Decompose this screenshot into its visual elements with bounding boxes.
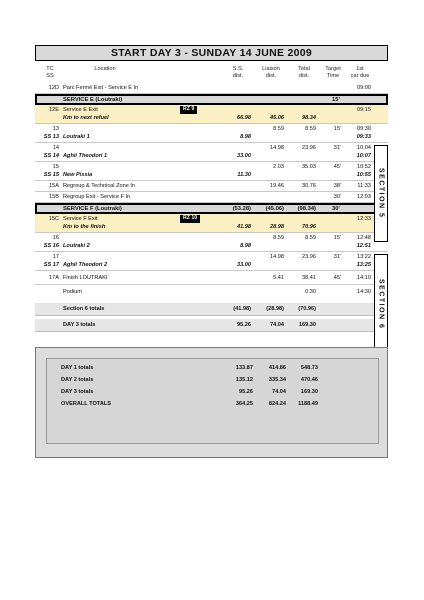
ss-distance: 33.00 — [237, 153, 251, 159]
col-ss: SS — [46, 72, 54, 79]
total-distance: 38.41 — [302, 275, 316, 281]
liaison-distance: 14.98 — [270, 254, 284, 260]
due-time: 14:10 — [357, 275, 371, 281]
location-name: Loutraki 2 — [63, 243, 90, 249]
col-liaison-line1: Liaison — [262, 66, 280, 72]
overall-totals-box — [35, 347, 388, 458]
col-target-line1: Target — [325, 66, 341, 72]
location-name: Podium — [63, 289, 82, 295]
target-time: 45' — [333, 275, 341, 281]
ss-distance: (53.28) — [232, 206, 251, 212]
due-time: 09:30 — [357, 126, 371, 132]
due-time: 10:04 — [357, 145, 371, 151]
col-liaison-line2: dist. — [265, 72, 277, 79]
ss-distance: 41.98 — [237, 224, 251, 230]
location-name: New Pissia — [63, 172, 93, 178]
overall-row — [47, 365, 378, 375]
itinerary-sheet — [35, 45, 388, 332]
table-row — [35, 83, 388, 94]
service-target: 30' — [332, 206, 340, 212]
service-target: 15' — [332, 97, 340, 103]
totals-label: DAY 2 totals — [61, 377, 94, 383]
liaison-distance: 19.46 — [270, 183, 284, 189]
due-time: 09:00 — [357, 85, 371, 91]
liaison-distance: 824.24 — [268, 401, 286, 407]
due-time: 12:48 — [357, 235, 371, 241]
tc-number: 12D — [48, 85, 59, 91]
table-row — [35, 181, 388, 192]
ss-distance: 95.26 — [237, 322, 251, 328]
tc-number: 15B — [49, 194, 59, 200]
totals-label: DAY 1 totals — [61, 365, 94, 371]
col-first-line2: car due — [350, 72, 370, 79]
overall-row — [47, 377, 378, 387]
target-time: 15' — [333, 235, 341, 241]
total-distance: 1188.49 — [298, 401, 318, 407]
liaison-distance: (45.06) — [265, 206, 284, 212]
stage-start-time: 10:55 — [356, 172, 371, 178]
due-time: 14:30 — [357, 289, 371, 295]
table-row — [35, 285, 388, 299]
page-title: START DAY 3 - SUNDAY 14 JUNE 2009 — [35, 45, 388, 61]
total-distance: 470.46 — [300, 377, 318, 383]
liaison-distance: 8.59 — [273, 235, 284, 241]
target-time: 38' — [333, 183, 341, 189]
total-distance: 23.96 — [302, 145, 316, 151]
table-row — [35, 271, 388, 285]
col-ss-dist — [225, 66, 251, 79]
ss-distance: 11.30 — [237, 172, 251, 178]
ss-distance: 364.25 — [235, 401, 253, 407]
liaison-distance: 14.98 — [270, 145, 284, 151]
ss-distance: 8.98 — [240, 243, 251, 249]
target-time: 30' — [333, 194, 341, 200]
service-label: SERVICE F (Loutraki) — [63, 206, 122, 212]
stage-number: SS 15 — [43, 172, 59, 178]
totals-label: DAY 3 totals — [63, 322, 96, 328]
overall-row — [47, 389, 378, 399]
stage-start-time: 10:07 — [356, 153, 371, 159]
ss-distance: 133.87 — [235, 365, 253, 371]
tc-number: 12E — [49, 107, 59, 113]
table-row — [35, 192, 388, 203]
due-time: 13:22 — [357, 254, 371, 260]
liaison-distance: (28.98) — [266, 306, 284, 312]
target-time: 31' — [333, 145, 341, 151]
location-name: Service E Exit — [63, 107, 98, 113]
totals-label: OVERALL TOTALS — [61, 401, 112, 407]
section-6-label: SECTION 6 — [377, 278, 385, 330]
location-name: Aghii Theodori 2 — [63, 262, 108, 268]
stage-start-time: 09:33 — [356, 134, 371, 140]
location-name: Regroup Exit - Service F In — [63, 194, 131, 200]
service-label: SERVICE E (Loutraki) — [63, 97, 123, 103]
liaison-distance: 5.41 — [273, 275, 284, 281]
stage-number: SS 17 — [43, 262, 59, 268]
col-total-line2: dist. — [298, 72, 310, 79]
stage-start-time: 12:51 — [356, 243, 371, 249]
totals-label: Section 6 totals — [63, 306, 105, 312]
liaison-distance: 28.98 — [270, 224, 284, 230]
tc-number: 14 — [52, 145, 59, 151]
stage-number: SS 14 — [43, 153, 59, 159]
total-distance: 23.96 — [302, 254, 316, 260]
col-ss-dist-line1: S.S. — [232, 66, 244, 72]
section-5-label: SECTION 5 — [377, 168, 385, 219]
refuel-zone-badge: RZ 10 — [180, 215, 200, 223]
stage-number: SS 16 — [43, 243, 59, 249]
ss-distance: 33.00 — [237, 262, 251, 268]
day-3-totals — [35, 319, 388, 332]
stage-number: SS 13 — [43, 134, 59, 140]
location-name: Aghii Theodori 1 — [63, 153, 108, 159]
col-first-line1: 1st — [356, 66, 364, 72]
liaison-distance: 74.04 — [270, 322, 284, 328]
totals-label: DAY 3 totals — [61, 389, 94, 395]
refuel-note: Km to next refuel — [63, 115, 109, 121]
total-distance: (70.96) — [298, 306, 316, 312]
total-distance: 30.76 — [302, 183, 316, 189]
column-header — [35, 61, 388, 83]
liaison-distance: 2.03 — [273, 164, 284, 170]
total-distance: 548.73 — [300, 365, 318, 371]
col-location: Location — [94, 66, 116, 72]
total-distance: 8.59 — [305, 235, 316, 241]
stage-start-time: 13:25 — [356, 262, 371, 268]
overall-row — [47, 401, 378, 411]
due-time: 12:03 — [357, 194, 371, 200]
location-name: Regroup & Technical Zone In — [63, 183, 136, 189]
table-row — [35, 162, 388, 181]
table-row — [35, 214, 388, 233]
total-distance: (98.34) — [297, 206, 316, 212]
tc-number: 17A — [49, 275, 59, 281]
table-row — [35, 124, 388, 143]
section-6-totals — [35, 303, 388, 316]
section-6-tab — [374, 254, 388, 354]
due-time: 11:33 — [357, 183, 371, 189]
ss-distance: 8.98 — [240, 134, 251, 140]
service-f-header — [35, 203, 388, 214]
due-time: 09:15 — [357, 107, 371, 113]
ss-distance: (41.98) — [233, 306, 251, 312]
ss-distance: 95.26 — [239, 389, 253, 395]
tc-number: 16 — [52, 235, 59, 241]
total-distance: 169.30 — [298, 322, 316, 328]
liaison-distance: 414.86 — [268, 365, 286, 371]
target-time: 45' — [333, 164, 341, 170]
service-e-header — [35, 94, 388, 105]
col-ss-dist-line2: dist. — [232, 72, 244, 79]
tc-number: 15C — [48, 216, 59, 222]
refuel-zone-badge: RZ 9 — [180, 106, 197, 114]
total-distance: 8.59 — [305, 126, 316, 132]
col-target — [321, 66, 345, 79]
table-row — [35, 233, 388, 252]
location-name: Finish LOUTRAKI — [63, 275, 108, 281]
location-name: Parc Fermé Exit - Service E In — [63, 85, 139, 91]
tc-number: 15A — [49, 183, 59, 189]
col-tc-ss — [43, 66, 57, 79]
col-total — [292, 66, 316, 79]
section-5-tab — [374, 145, 388, 242]
liaison-distance: 45.06 — [270, 115, 284, 121]
tc-number: 17 — [52, 254, 59, 260]
col-target-line2: Time — [326, 72, 340, 79]
tc-number: 13 — [52, 126, 59, 132]
due-time: 12:33 — [357, 216, 371, 222]
liaison-distance: 335.34 — [268, 377, 286, 383]
liaison-distance: 74.04 — [272, 389, 286, 395]
location-name: Loutraki 1 — [63, 134, 90, 140]
table-row — [35, 252, 388, 271]
col-total-line1: Total — [298, 66, 310, 72]
col-tc: TC — [46, 66, 54, 72]
ss-distance: 135.12 — [235, 377, 253, 383]
target-time: 31' — [333, 254, 341, 260]
tc-number: 15 — [52, 164, 59, 170]
table-row — [35, 143, 388, 162]
total-distance: 169.30 — [300, 389, 318, 395]
location-name: Service F Exit — [63, 216, 98, 222]
refuel-note: Km to the finish — [63, 224, 106, 230]
ss-distance: 66.98 — [237, 115, 251, 121]
col-liaison — [258, 66, 284, 79]
total-distance: 0.30 — [305, 289, 316, 295]
table-row — [35, 105, 388, 124]
total-distance: 98.34 — [302, 115, 316, 121]
target-time: 15' — [333, 126, 341, 132]
overall-totals-table — [46, 358, 379, 444]
liaison-distance: 8.59 — [273, 126, 284, 132]
total-distance: 70.96 — [302, 224, 316, 230]
total-distance: 35.03 — [302, 164, 316, 170]
due-time: 10:52 — [357, 164, 371, 170]
col-first-car — [347, 66, 373, 79]
